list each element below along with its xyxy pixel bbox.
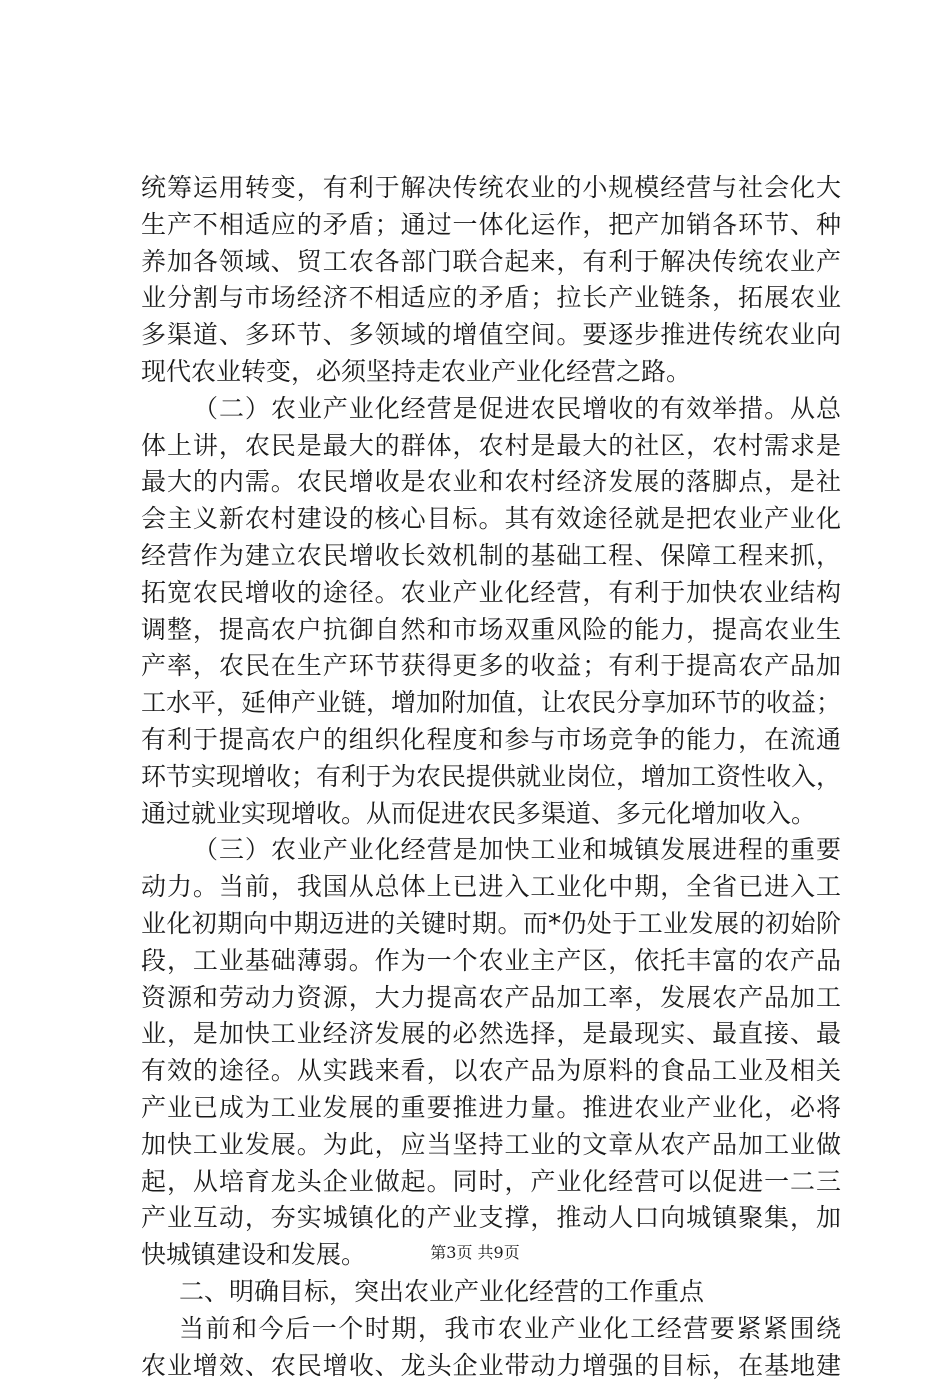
text-line: 体上讲，农民是最大的群体，农村是最大的社区，农村需求是	[141, 428, 841, 465]
text-line: 会主义新农村建设的核心目标。其有效途径就是把农业产业化	[141, 501, 841, 538]
text-line: 现代农业转变，必须坚持走农业产业化经营之路。	[141, 354, 841, 391]
text-line: 产率，农民在生产环节获得更多的收益；有利于提高农产品加	[141, 648, 841, 685]
text-line: 有效的途径。从实践来看，以农产品为原料的食品工业及相关	[141, 1053, 841, 1090]
text-line: 段，工业基础薄弱。作为一个农业主产区，依托丰富的农产品	[141, 943, 841, 980]
text-line: 快城镇建设和发展。	[141, 1237, 841, 1274]
text-line: 业化初期向中期迈进的关键时期。而*仍处于工业发展的初始阶	[141, 906, 841, 943]
text-line: 产业互动，夯实城镇化的产业支撑，推动人口向城镇聚集，加	[141, 1200, 841, 1237]
text-line: 起，从培育龙头企业做起。同时，产业化经营可以促进一二三	[141, 1164, 841, 1201]
text-line: 农业增效、农民增收、龙头企业带动力增强的目标，在基地建	[141, 1348, 841, 1384]
paragraph-first-line: 当前和今后一个时期，我市农业产业化工经营要紧紧围绕	[141, 1311, 841, 1348]
body-text	[141, 170, 841, 1384]
text-line: 统筹运用转变，有利于解决传统农业的小规模经营与社会化大	[141, 170, 841, 207]
text-line: 生产不相适应的矛盾；通过一体化运作，把产加销各环节、种	[141, 207, 841, 244]
text-line: 工水平，延伸产业链，增加附加值，让农民分享加环节的收益；	[141, 685, 841, 722]
text-line: 通过就业实现增收。从而促进农民多渠道、多元化增加收入。	[141, 796, 841, 833]
page-footer: 第3页 共9页	[0, 1243, 950, 1263]
text-line: 有利于提高农户的组织化程度和参与市场竞争的能力，在流通	[141, 722, 841, 759]
text-line: 加快工业发展。为此，应当坚持工业的文章从农产品加工业做	[141, 1127, 841, 1164]
text-line: 动力。当前，我国从总体上已进入工业化中期，全省已进入工	[141, 869, 841, 906]
paragraph-heading-line: （二）农业产业化经营是促进农民增收的有效举措。从总	[141, 391, 841, 428]
text-line: 资源和劳动力资源，大力提高农产品加工率，发展农产品加工	[141, 980, 841, 1017]
text-line: 养加各领域、贸工农各部门联合起来，有利于解决传统农业产	[141, 244, 841, 281]
text-line: 经营作为建立农民增收长效机制的基础工程、保障工程来抓，	[141, 538, 841, 575]
text-line: 拓宽农民增收的途径。农业产业化经营，有利于加快农业结构	[141, 575, 841, 612]
text-line: 调整，提高农户抗御自然和市场双重风险的能力，提高农业生	[141, 612, 841, 649]
text-line: 最大的内需。农民增收是农业和农村经济发展的落脚点，是社	[141, 464, 841, 501]
text-line: 业，是加快工业经济发展的必然选择，是最现实、最直接、最	[141, 1016, 841, 1053]
section-heading: 二、明确目标，突出农业产业化经营的工作重点	[141, 1274, 841, 1311]
text-line: 环节实现增收；有利于为农民提供就业岗位，增加工资性收入，	[141, 759, 841, 796]
text-line: 产业已成为工业发展的重要推进力量。推进农业产业化，必将	[141, 1090, 841, 1127]
text-line: 多渠道、多环节、多领域的增值空间。要逐步推进传统农业向	[141, 317, 841, 354]
text-line: 业分割与市场经济不相适应的矛盾；拉长产业链条，拓展农业	[141, 280, 841, 317]
paragraph-heading-line: （三）农业产业化经营是加快工业和城镇发展进程的重要	[141, 832, 841, 869]
